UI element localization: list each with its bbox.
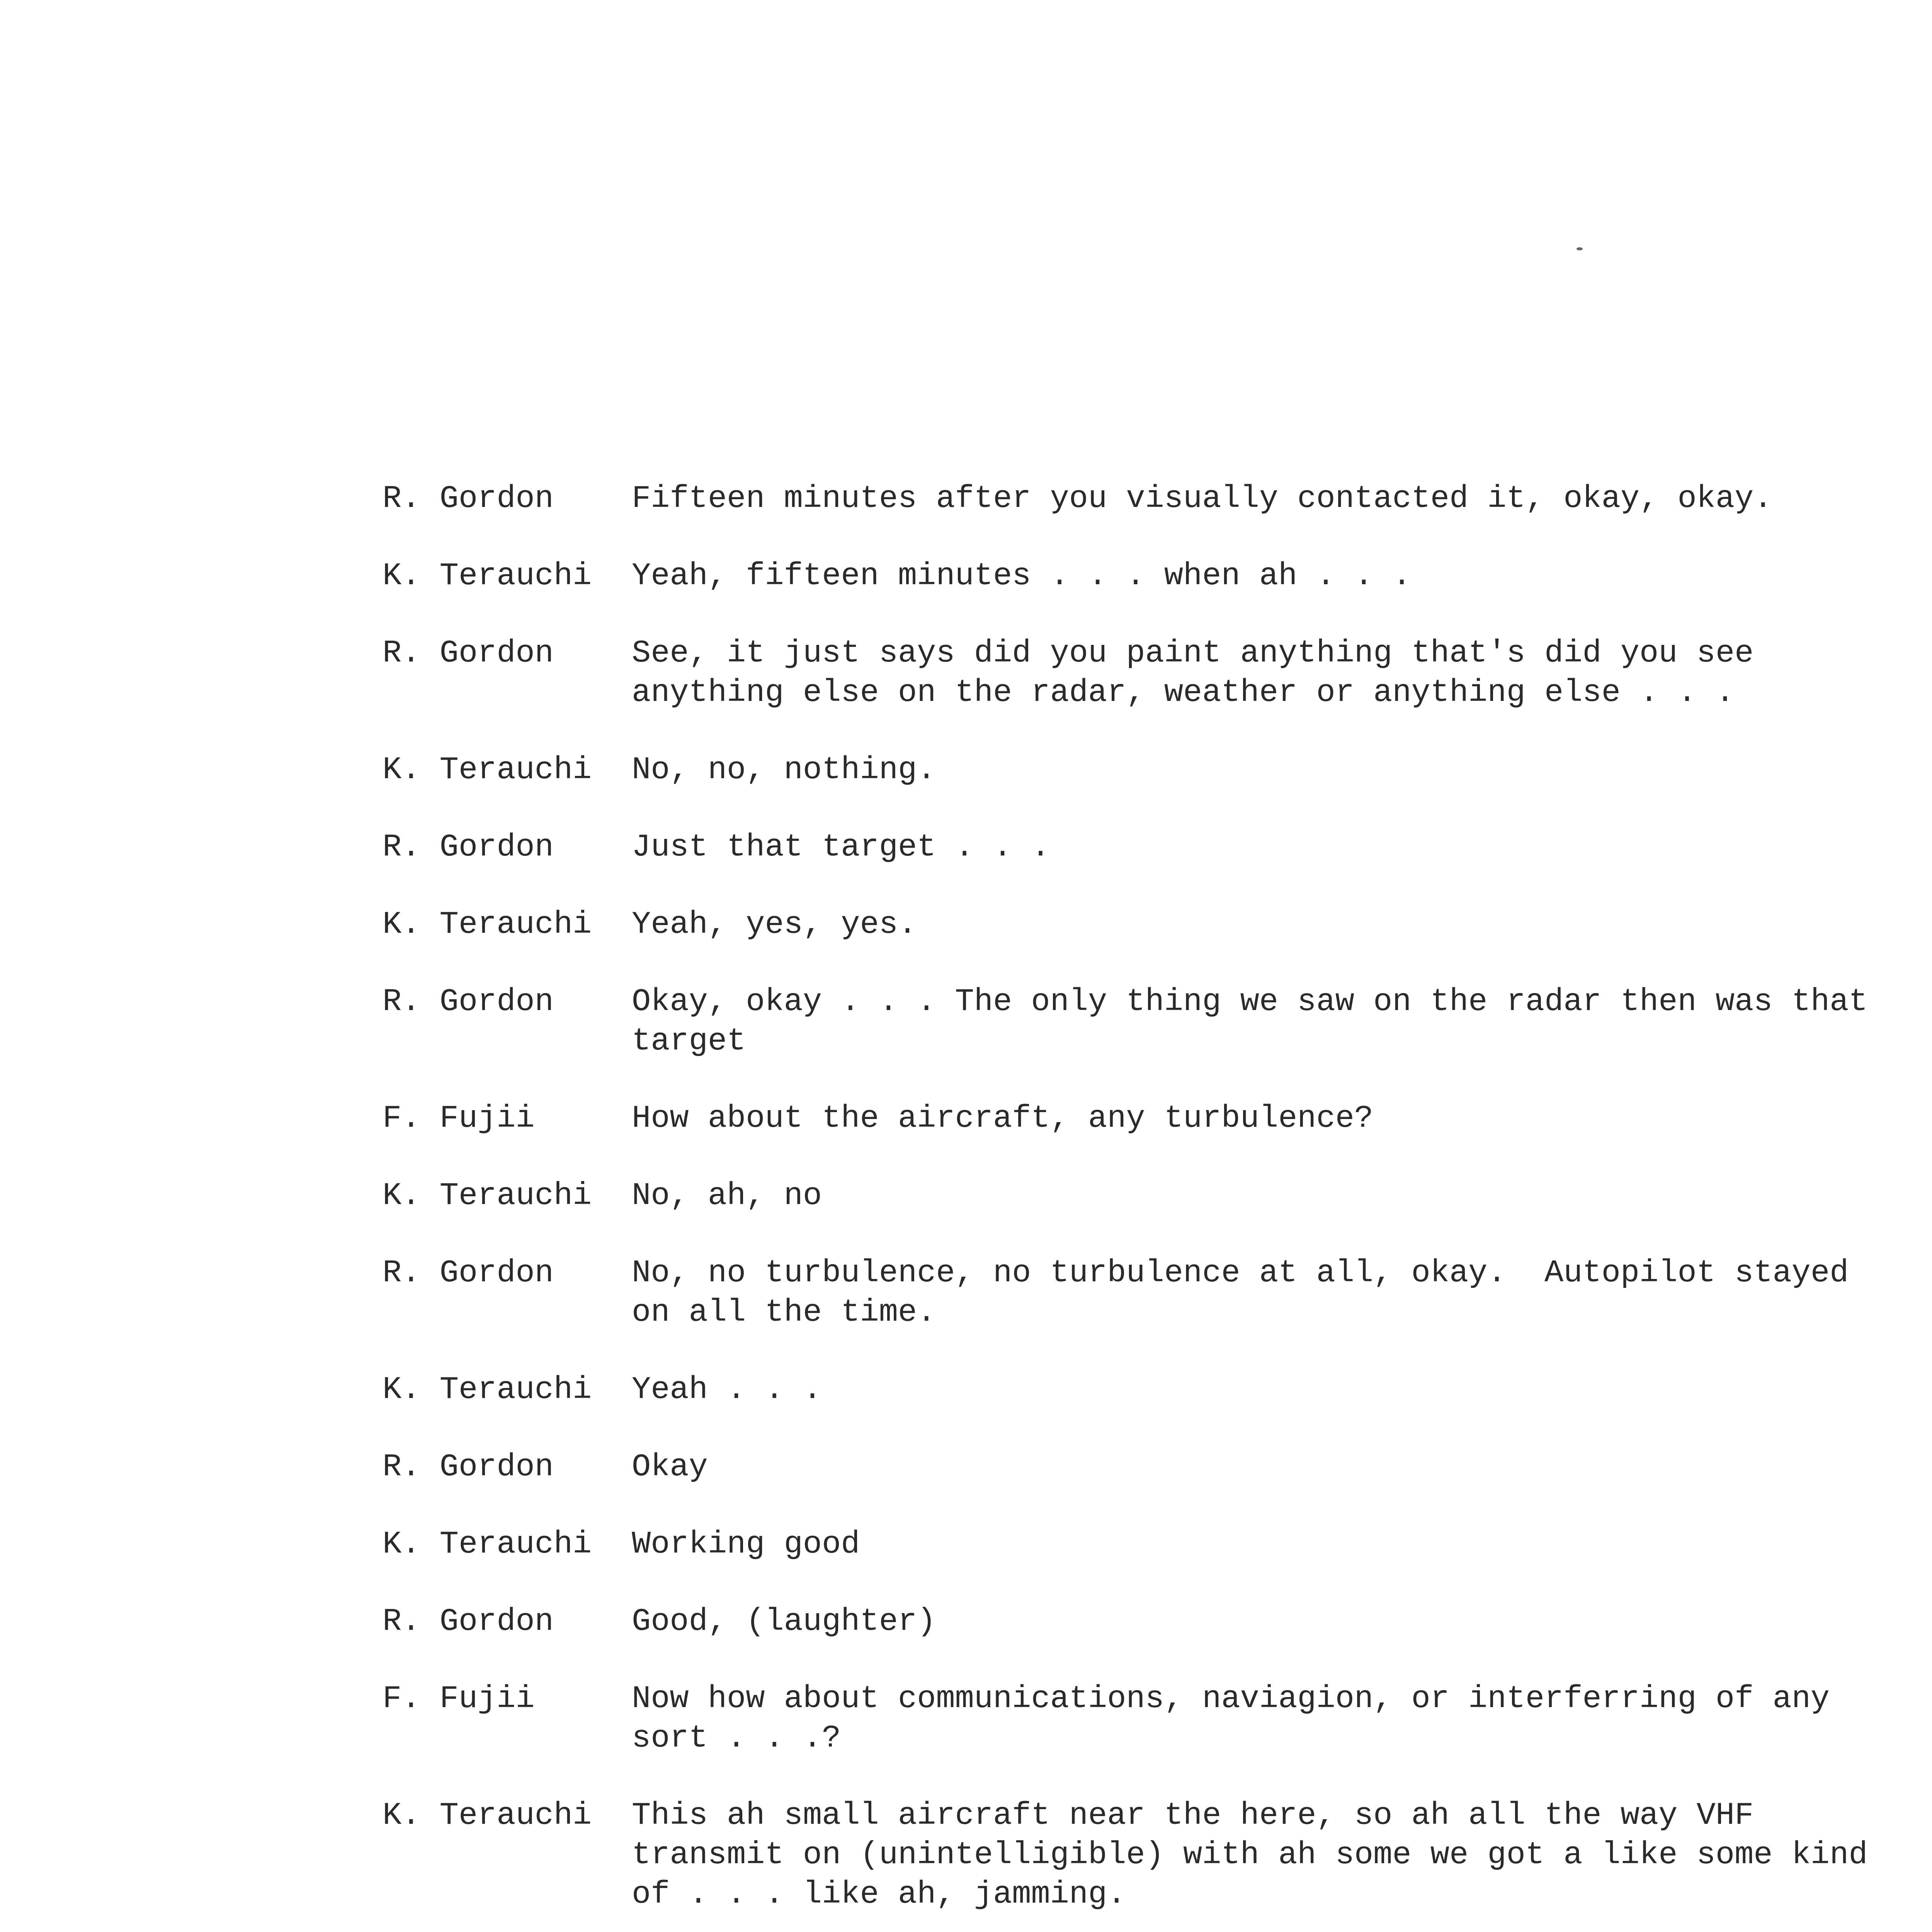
speech-text: Okay, okay . . . The only thing we saw on the radar then was that target (632, 984, 1868, 1059)
transcript-row (383, 1253, 1932, 1332)
speaker-name: R. Gordon (383, 635, 554, 671)
speech-text: See, it just says did you paint anything that's did you see anything else on the radar, weather or anything else . . . (632, 635, 1754, 711)
speech-text: Now how about communications, naviagion, or interferring of any sort . . .? (632, 1681, 1830, 1756)
transcript-row (383, 828, 1932, 867)
speech-text: Yeah, fifteen minutes . . . when ah . . . (632, 558, 1412, 594)
speaker-name: R. Gordon (383, 829, 554, 865)
speech-text: Yeah . . . (632, 1372, 822, 1408)
transcript-row (383, 982, 1932, 1061)
speech-text: This ah small aircraft near the here, so ah all the way VHF transmit on (unintelligible) with ah some we got a like some kind of . . . like ah, jamming. (632, 1798, 1868, 1912)
speaker-name: K. Terauchi (383, 558, 592, 594)
scan-speck (1577, 247, 1583, 250)
speech-text: Okay (632, 1449, 708, 1485)
transcript-row (383, 634, 1932, 713)
transcript-row (383, 1679, 1932, 1758)
transcript-row (383, 1099, 1932, 1138)
speech-text: No, ah, no (632, 1178, 822, 1214)
speaker-name: F. Fujii (383, 1100, 535, 1136)
speaker-name: R. Gordon (383, 481, 554, 517)
speaker-name: K. Terauchi (383, 1798, 592, 1833)
speech-text: No, no turbulence, no turbulence at all, okay. Autopilot stayed on all the time. (632, 1255, 1849, 1330)
transcript (383, 479, 1932, 1932)
transcript-row (383, 1796, 1932, 1914)
speaker-name: K. Terauchi (383, 1178, 592, 1214)
speaker-name: F. Fujii (383, 1681, 535, 1717)
speech-text: Just that target . . . (632, 829, 1050, 865)
transcript-row (383, 556, 1932, 596)
transcript-row (383, 1370, 1932, 1410)
speaker-name: K. Terauchi (383, 1372, 592, 1408)
transcript-row (383, 1602, 1932, 1641)
speaker-name: K. Terauchi (383, 906, 592, 942)
speaker-name: R. Gordon (383, 1449, 554, 1485)
speaker-name: K. Terauchi (383, 1526, 592, 1562)
speech-text: How about the aircraft, any turbulence? (632, 1100, 1374, 1136)
transcript-row (383, 479, 1932, 519)
speech-text: Fifteen minutes after you visually contacted it, okay, okay. (632, 481, 1773, 517)
speaker-name: R. Gordon (383, 1255, 554, 1291)
speech-text: Good, (laughter) (632, 1604, 936, 1639)
speech-text: Yeah, yes, yes. (632, 906, 917, 942)
transcript-row (383, 1447, 1932, 1487)
speaker-name: R. Gordon (383, 984, 554, 1020)
speech-text: Working good (632, 1526, 860, 1562)
speech-text: No, no, nothing. (632, 752, 936, 788)
transcript-row (383, 1176, 1932, 1216)
speaker-name: R. Gordon (383, 1604, 554, 1639)
speaker-name: K. Terauchi (383, 752, 592, 788)
transcript-row (383, 750, 1932, 790)
transcript-row (383, 1525, 1932, 1564)
transcript-row (383, 905, 1932, 944)
